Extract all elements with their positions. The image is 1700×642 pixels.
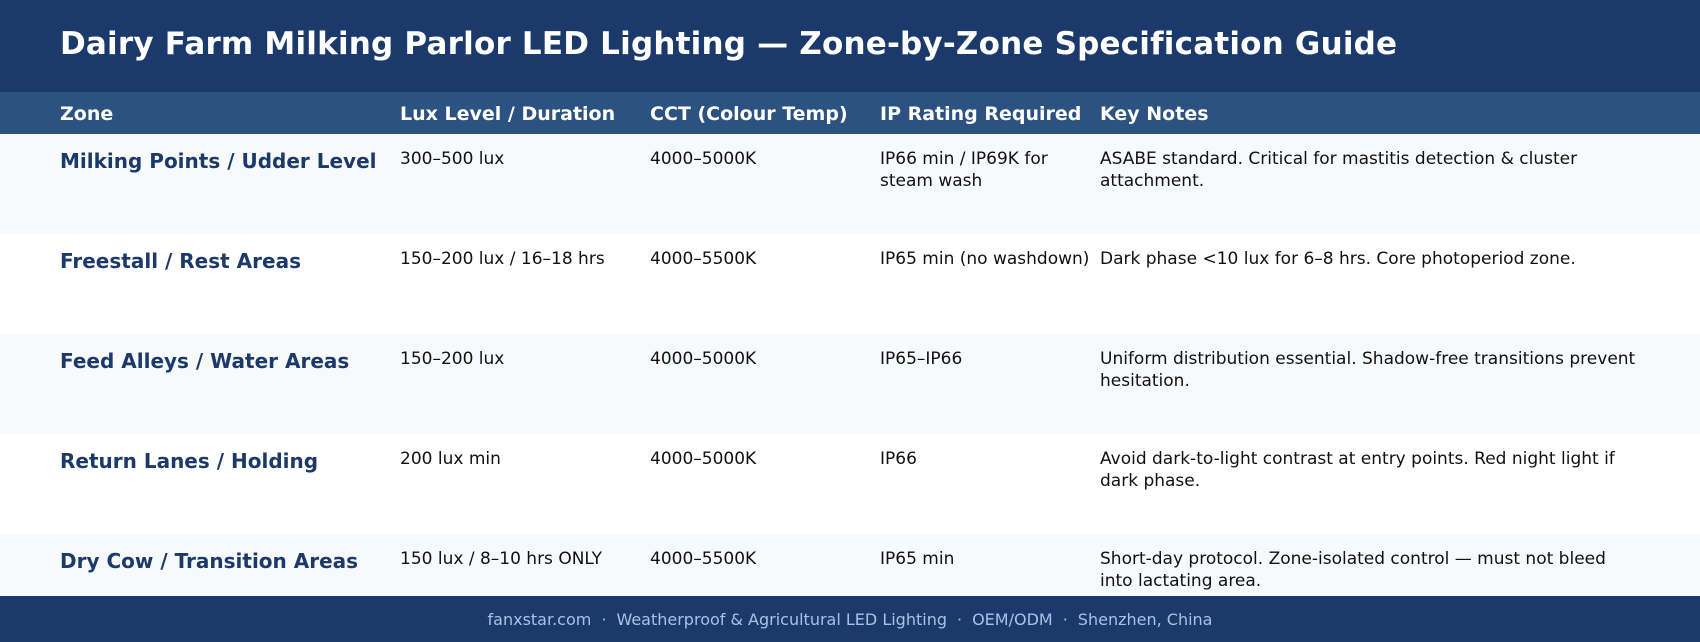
table-row — [0, 134, 1700, 234]
cct-cell: 4000–5000K — [650, 349, 757, 369]
table-row — [0, 234, 1700, 334]
table-row — [0, 434, 1700, 534]
notes-cell: Dark phase <10 lux for 6–8 hrs. Core photoperiod zone. — [1100, 249, 1576, 269]
cct-cell: 4000–5000K — [650, 149, 757, 169]
ip-cell: IP66 — [880, 449, 917, 469]
table-row — [0, 534, 1700, 596]
notes-cell: Avoid dark-to-light contrast at entry points. Red night light if dark phase. — [1100, 449, 1615, 491]
zone-cell: Freestall / Rest Areas — [60, 249, 301, 273]
zone-cell: Dry Cow / Transition Areas — [60, 549, 359, 573]
ip-cell: IP65–IP66 — [880, 349, 963, 369]
footer-separator: · — [601, 609, 607, 629]
footer-separator: · — [1062, 609, 1068, 629]
footer-website: fanxstar.com — [487, 609, 592, 629]
notes-cell: Uniform distribution essential. Shadow-free transitions prevent hesitation. — [1100, 349, 1636, 391]
ip-cell: IP65 min (no washdown) — [880, 249, 1090, 269]
header-zone: Zone — [60, 103, 114, 125]
footer-separator: · — [956, 609, 963, 629]
table-header — [0, 92, 1700, 134]
table-row — [0, 334, 1700, 434]
notes-cell: ASABE standard. Critical for mastitis detection & cluster attachment. — [1100, 149, 1578, 191]
lux-cell: 150 lux / 8–10 hrs ONLY — [400, 549, 603, 569]
header-cct: CCT (Colour Temp) — [650, 103, 848, 125]
header-lux: Lux Level / Duration — [400, 103, 616, 125]
lux-cell: 150–200 lux — [400, 349, 505, 369]
lux-cell: 200 lux min — [400, 449, 501, 469]
cct-cell: 4000–5000K — [650, 449, 757, 469]
zone-cell: Return Lanes / Holding — [60, 449, 319, 473]
zone-cell: Milking Points / Udder Level — [60, 149, 377, 173]
title-bar — [0, 0, 1700, 92]
notes-cell: Short-day protocol. Zone-isolated control — must not bleed into lactating area. — [1100, 549, 1606, 591]
footer-service: OEM/ODM — [972, 609, 1053, 629]
cct-cell: 4000–5500K — [650, 549, 757, 569]
lux-cell: 300–500 lux — [400, 149, 505, 169]
footer-location: Shenzhen, China — [1077, 609, 1213, 629]
footer — [0, 596, 1700, 642]
footer-tagline: Weatherproof & Agricultural LED Lighting — [616, 609, 947, 629]
page-title: Dairy Farm Milking Parlor LED Lighting — Zone-by-Zone Specification Guide — [60, 26, 1398, 62]
zone-cell: Feed Alleys / Water Areas — [60, 349, 350, 373]
ip-cell: IP66 min / IP69K for steam wash — [880, 149, 1048, 191]
header-ip: IP Rating Required — [880, 103, 1082, 125]
lux-cell: 150–200 lux / 16–18 hrs — [400, 249, 605, 269]
header-notes: Key Notes — [1100, 103, 1209, 125]
cct-cell: 4000–5500K — [650, 249, 757, 269]
ip-cell: IP65 min — [880, 549, 955, 569]
